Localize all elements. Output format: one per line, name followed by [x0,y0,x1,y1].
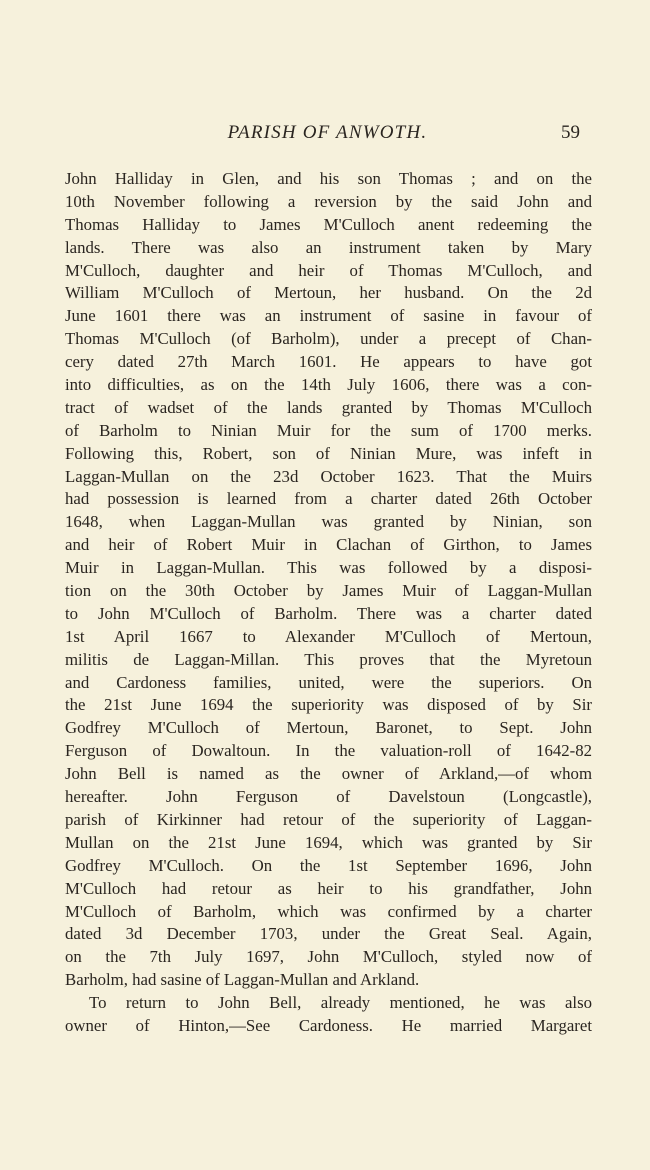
text-line: M'Culloch, daughter and heir of Thomas M'Culloch, and [65,260,592,280]
text-line: of Barholm to Ninian Muir for the sum of 1700 merks. [65,420,592,440]
text-line: cery dated 27th March 1601. He appears to have got [65,352,592,372]
text-line: Laggan-Mullan on the 23d October 1623. That the Muirs [65,466,592,486]
text-line: owner of Hinton,—See Cardoness. He married Margaret [65,1015,592,1035]
text-line: hereafter. John Ferguson of Davelstoun (Longcastle), [65,787,592,807]
text-line: To return to John Bell, already mentioned, he was also [89,993,592,1013]
text-line: John Halliday in Glen, and his son Thomas ; and on the [65,169,592,188]
text-line: into difficulties, as on the 14th July 1606, there was a con- [65,375,592,395]
text-line: 1st April 1667 to Alexander M'Culloch of Mertoun, [65,626,592,646]
text-line: Mullan on the 21st June 1694, which was granted by Sir [65,832,592,852]
text-line: Following this, Robert, son of Ninian Mure, was infeft in [65,443,592,463]
text-line: Godfrey M'Culloch of Mertoun, Baronet, to Sept. John [65,718,592,738]
text-line: parish of Kirkinner had retour of the superiority of Laggan- [65,809,592,829]
text-line: on the 7th July 1697, John M'Culloch, styled now of [65,947,592,967]
text-line: John Bell is named as the owner of Arkland,—of whom [65,764,592,784]
text-line: militis de Laggan-Millan. This proves that the Myretoun [65,649,592,669]
text-line: 1648, when Laggan-Mullan was granted by Ninian, son [65,512,592,532]
text-line: the 21st June 1694 the superiority was disposed of by Sir [65,695,592,715]
text-line: 10th November following a reversion by the said John and [65,191,592,211]
page-number: 59 [561,122,580,143]
text-line: Thomas Halliday to James M'Culloch anent redeeming the [65,214,592,234]
text-line: tract of wadset of the lands granted by Thomas M'Culloch [65,397,592,417]
text-line: Barholm, had sasine of Laggan-Mullan and Arkland. [65,970,420,990]
text-line: June 1601 there was an instrument of sasine in favour of [65,306,592,326]
text-line: Ferguson of Dowaltoun. In the valuation-roll of 1642-82 [65,741,592,761]
text-line: to John M'Culloch of Barholm. There was a charter dated [65,603,592,623]
text-line: M'Culloch of Barholm, which was confirmed by a charter [65,901,592,921]
text-line: had possession is learned from a charter dated 26th October [65,489,592,509]
text-line: and Cardoness families, united, were the superiors. On [65,672,592,692]
running-head [65,120,590,146]
body-text [65,168,592,1038]
text-line: Thomas M'Culloch (of Barholm), under a precept of Chan- [65,329,592,349]
text-line: M'Culloch had retour as heir to his grandfather, John [65,878,592,898]
running-title: PARISH OF ANWOTH. [227,122,428,143]
text-line: dated 3d December 1703, under the Great Seal. Again, [65,924,592,944]
text-line: and heir of Robert Muir in Clachan of Girthon, to James [65,535,592,555]
text-line: tion on the 30th October by James Muir of Laggan-Mullan [65,581,592,601]
text-line: William M'Culloch of Mertoun, her husband. On the 2d [65,283,592,303]
text-line: lands. There was also an instrument taken by Mary [65,237,592,257]
text-line: Muir in Laggan-Mullan. This was followed by a disposi- [65,558,592,578]
text-line: Godfrey M'Culloch. On the 1st September 1696, John [65,855,592,875]
